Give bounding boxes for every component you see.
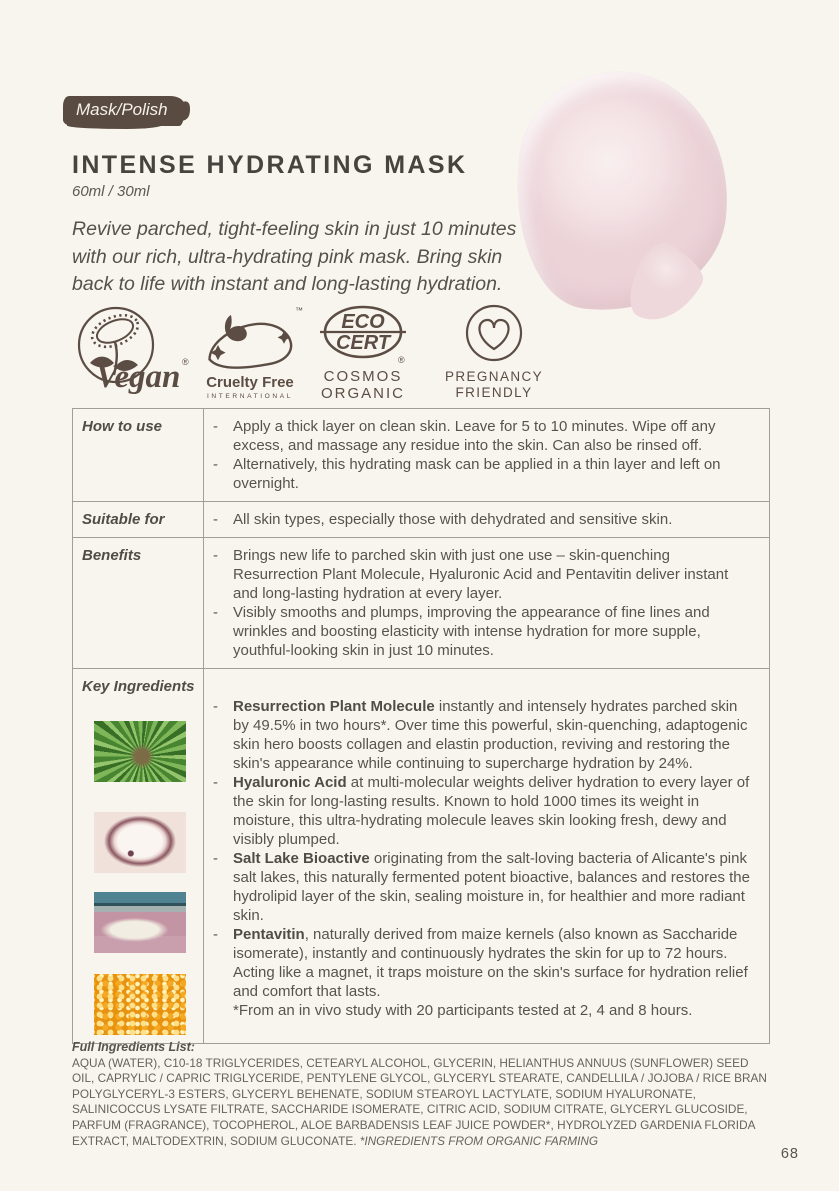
table-row-suitable-for — [73, 501, 769, 537]
cruelty-free-sublabel: INTERNATIONAL — [206, 393, 294, 400]
study-footnote: *From an in vivo study with 20 participants tested at 2, 4 and 8 hours. — [233, 1002, 693, 1019]
table-row-key-ingredients — [73, 668, 769, 1043]
ingredient-name: Hyaluronic Acid — [233, 774, 347, 791]
ingredient-name: Resurrection Plant Molecule — [233, 698, 435, 715]
page-number: 68 — [780, 1146, 799, 1162]
table-row-how-to-use — [73, 409, 769, 501]
vegan-logo-icon — [68, 303, 196, 403]
leaping-bunny-logo-icon — [196, 303, 304, 403]
ingredient-name: Pentavitin — [233, 926, 305, 943]
ecocert-registered-mark: ® — [398, 355, 405, 365]
maize-kernels-photo — [94, 974, 186, 1035]
ecocert-sublabel-line1: COSMOS — [323, 368, 403, 385]
mask-texture-swatch — [504, 62, 740, 323]
ingredient-name: Salt Lake Bioactive — [233, 850, 370, 867]
ecocert-cosmos-organic-logo-icon — [318, 303, 416, 403]
pregnancy-friendly-line2: FRIENDLY — [455, 385, 533, 400]
pregnancy-friendly-line1: PREGNANCY — [444, 369, 544, 384]
row-label: Benefits — [73, 538, 204, 668]
full-ingredients-section — [72, 1040, 772, 1149]
cruelty-free-label: Cruelty Free — [206, 374, 294, 391]
resurrection-plant-photo — [94, 721, 186, 782]
key-ingredient-bullet-1: - Resurrection Plant Molecule instantly and intensely hydrates parched skin by 49.5% in two hours*. Over time this powerful, skin-quenching, adaptogenic skin hero boosts collagen and elastin production, reviving and restoring the skin's appearance while continuing to supercharge hydration by 24%. — [204, 697, 755, 773]
organic-farming-note: *INGREDIENTS FROM ORGANIC FARMING — [359, 1133, 599, 1148]
pink-salt-lake-photo — [94, 892, 186, 953]
table-row-benefits — [73, 537, 769, 668]
key-ingredient-bullet-3: - Salt Lake Bioactive originating from the salt-loving bacteria of Alicante's pink salt lakes, this naturally fermented potent bioactive, balances and restores the hydrolipid layer of the skin, sealing moisture in, for healthier and more radiant skin. — [204, 849, 755, 925]
full-ingredients-list: AQUA (WATER), C10-18 TRIGLYCERIDES, CETEARYL ALCOHOL, GLYCERIN, HELIANTHUS ANNUUS (SUNFLOWER) SEED OIL, CAPRYLIC / CAPRIC TRIGLYCERIDE, PENTYLENE GLYCOL, GLYCERYL STEARATE, CANDELLILA / JOJOBA / RICE BRAN POLYGLYCERYL-3 ESTERS, GLYCERYL BEHENATE, SODIUM STEAROYL LACTYLATE, SODIUM HYALURONATE, SALINICOCCUS LYSATE FILTRATE, SACCHARIDE ISOMERATE, CITRIC ACID, SODIUM CITRATE, GLYCERYL GLUCOSIDE, PARFUM (FRAGRANCE), TOCOPHEROL, ALOE BARBADENSIS LEAF JUICE POWDER*, HYDROLYZED GARDENIA FLORIDA EXTRACT, MALTODEXTRIN, SODIUM GLUCONATE. — [72, 1055, 767, 1148]
benefits-bullet-1: - Brings new life to parched skin with just one use – skin-quenching Resurrection Plant Molecule, Hyaluronic Acid and Pentavitin deliver instant and long-lasting hydration at every layer. — [204, 546, 755, 603]
row-label: Key Ingredients — [82, 678, 195, 695]
ecocert-sublabel-line2: ORGANIC — [320, 385, 406, 402]
category-badge — [63, 96, 184, 126]
how-to-use-bullet-2: - Alternatively, this hydrating mask can be applied in a thin layer and left on overnight. — [204, 455, 755, 493]
vegan-registered-mark: ® — [182, 357, 189, 367]
row-label: Suitable for — [73, 502, 204, 537]
pregnancy-friendly-logo-icon — [438, 303, 550, 403]
product-sizes: 60ml / 30ml — [72, 183, 150, 200]
cruelty-free-trademark-mark: ™ — [295, 306, 303, 315]
row-label: How to use — [73, 409, 204, 501]
vegan-label: Vegan — [96, 359, 181, 395]
page-title: INTENSE HYDRATING MASK — [72, 151, 468, 179]
category-badge-label: Mask/Polish — [76, 100, 168, 119]
how-to-use-bullet-1: - Apply a thick layer on clean skin. Leave for 5 to 10 minutes. Wipe off any excess, and massage any residue into the skin. Can also be rinsed off. — [204, 417, 755, 455]
full-ingredients-heading: Full Ingredients List: — [72, 1040, 195, 1054]
key-ingredient-bullet-4: - Pentavitin, naturally derived from maize kernels (also known as Saccharide isomerate), instantly and continuously hydrates the skin for up to 72 hours. Acting like a magnet, it traps moisture on the skin's surface for hydration relief and comfort that lasts. — [204, 925, 755, 1001]
product-description: Revive parched, tight-feeling skin in just 10 minutes with our rich, ultra-hydrating pink mask. Bring skin back to life with instant and long-lasting hydration. — [72, 218, 517, 295]
key-ingredient-bullet-2: - Hyaluronic Acid at multi-molecular weights deliver hydration to every layer of the skin for long-lasting results. Known to hold 1000 times its weight in moisture, this ultra-hydrating molecule leaves skin looking fresh, dewy and visibly plumped. — [204, 773, 755, 849]
product-info-table — [72, 408, 770, 1044]
ecocert-line2: CERT — [335, 332, 391, 354]
ecocert-line1: ECO — [341, 311, 385, 333]
suitable-for-bullet-1: - All skin types, especially those with dehydrated and sensitive skin. — [204, 510, 755, 529]
benefits-bullet-2: - Visibly smooths and plumps, improving the appearance of fine lines and wrinkles and boosting elasticity with intense hydration for more supple, youthful-looking skin in just 10 minutes. — [204, 603, 755, 660]
hyaluronic-droplet-photo — [94, 812, 186, 873]
